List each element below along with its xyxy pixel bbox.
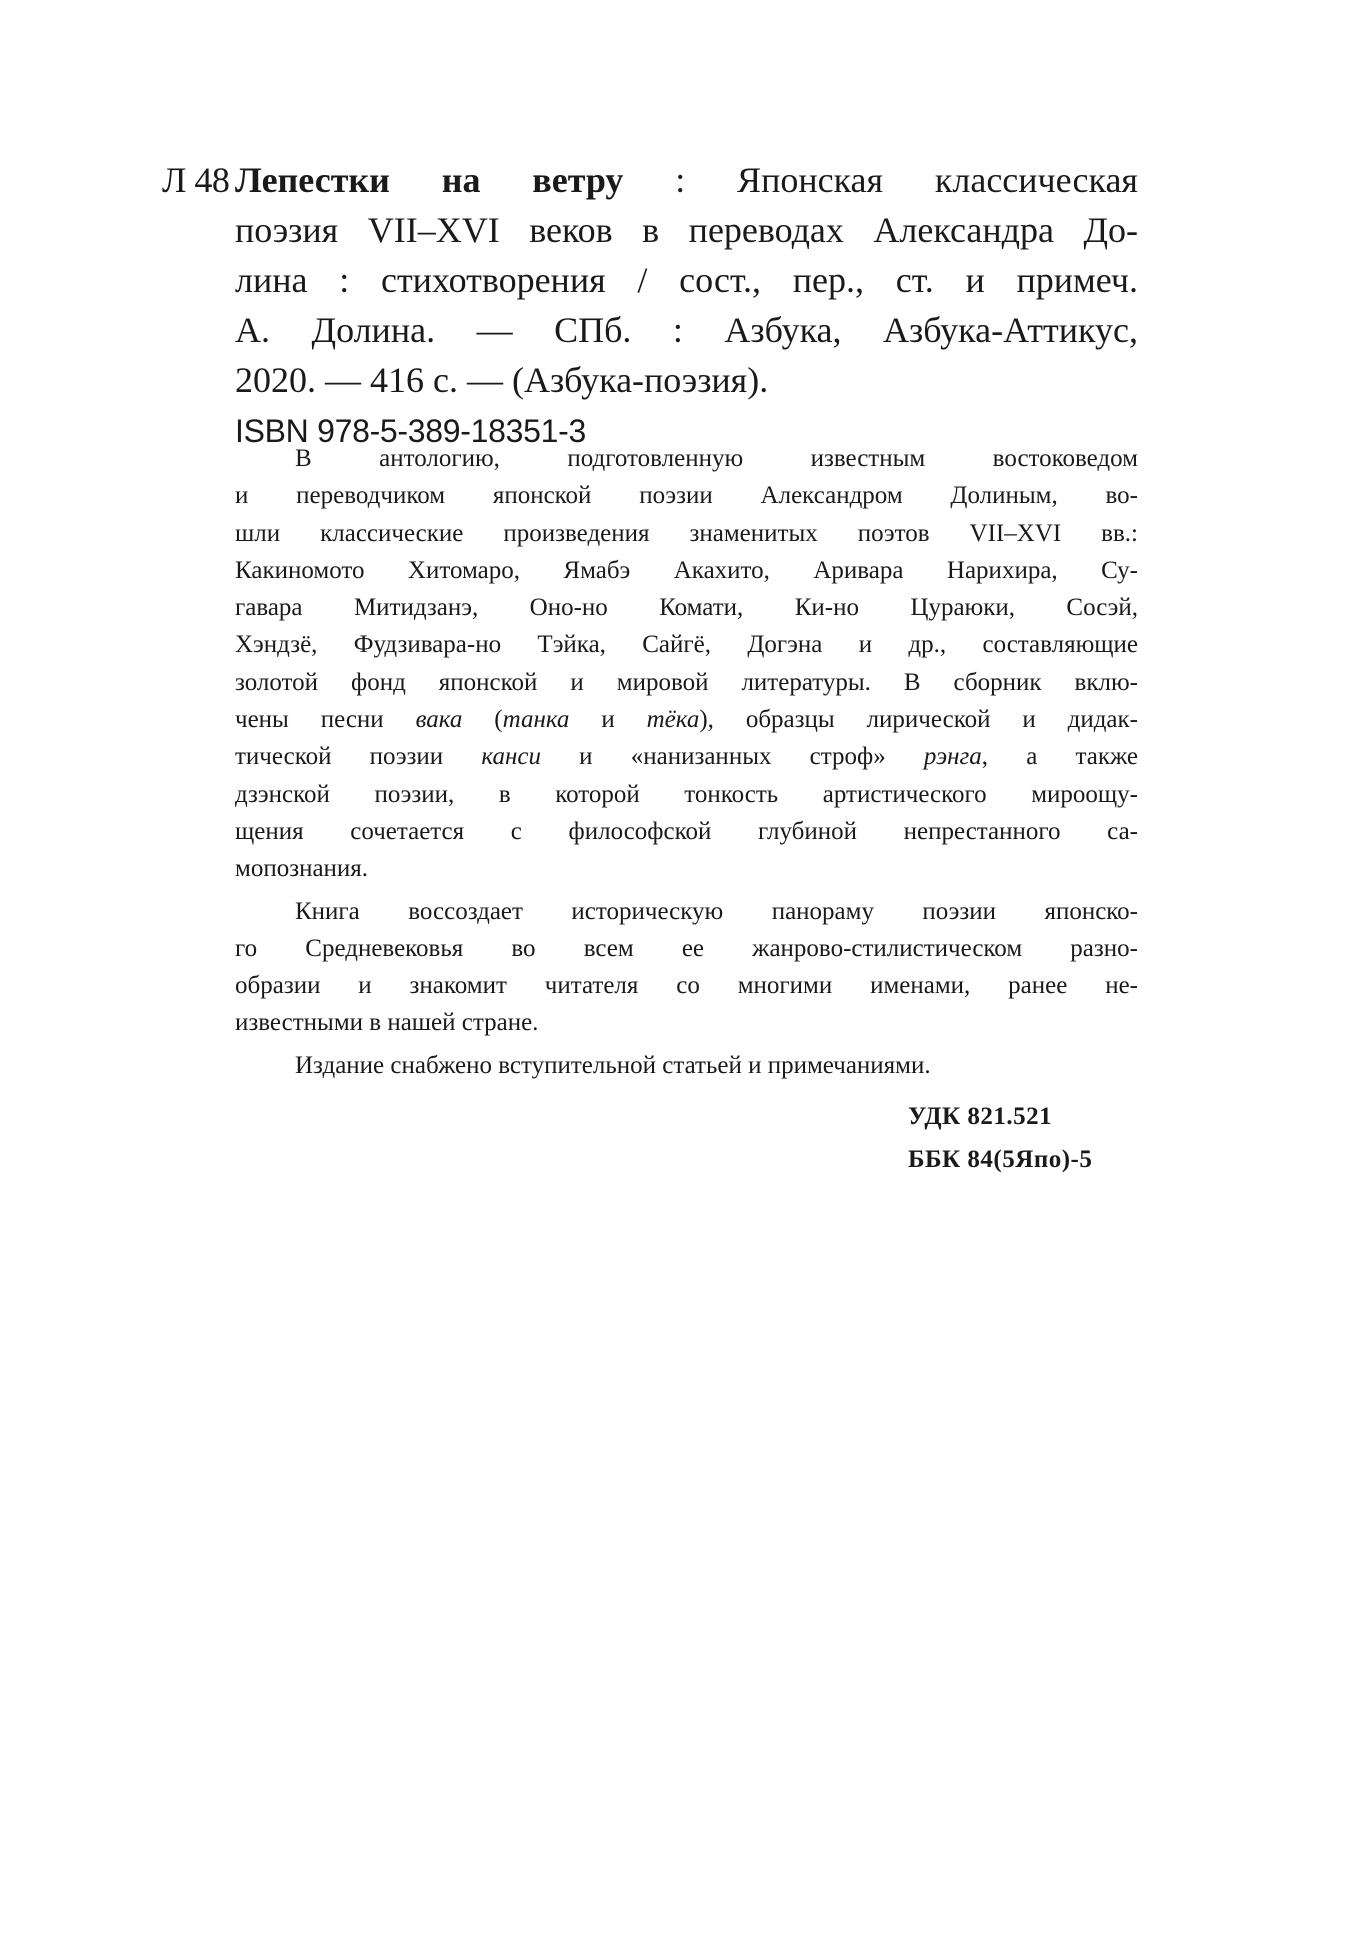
text-line: Какиномото Хитомаро, Ямабэ Акахито, Аривара Нарихира, Су- (235, 556, 1138, 584)
bib-line-5: 2020. — 416 с. — (Азбука-поэзия). (235, 360, 769, 400)
genre-term-renga: рэнга (923, 743, 982, 771)
text-line: известными в нашей стране. (235, 1009, 539, 1037)
classification-codes (908, 1095, 1092, 1181)
bibliographic-entry (235, 155, 1138, 453)
bib-line-1 (235, 155, 1138, 205)
text-fragment: и «нанизанных строф» (540, 743, 924, 771)
text-line: щения сочетается с философской глубиной непрестанного са- (235, 817, 1138, 845)
text-line: гавара Митидзанэ, Оно-но Комати, Ки-но Цураюки, Сосэй, (235, 594, 1138, 622)
bib-line-3: лина : стихотворения / сост., пер., ст. и примеч. (235, 260, 1138, 300)
genre-term-vaka: вака (415, 706, 463, 734)
genre-term-tanka: танка (502, 706, 570, 734)
text-line: Издание снабжено вступительной статьей и примечаниями. (295, 1051, 931, 1079)
bib-line-2: поэзия VII–XVI веков в переводах Александра До- (235, 210, 1138, 250)
text-fragment: , а также (981, 743, 1139, 771)
text-line: мопознания. (235, 855, 369, 883)
annotation (235, 440, 1138, 1084)
text-line: Хэндзё, Фудзивара-но Тэйка, Сайгё, Догэна и др., составляющие (235, 631, 1138, 659)
text-line: образии и знакомит читателя со многими именами, ранее не- (235, 972, 1138, 1000)
genre-term-kansi: канси (481, 743, 541, 771)
text-fragment: ), образцы лирической и дидак- (699, 706, 1139, 734)
text-line: золотой фонд японской и мировой литературы. В сборник вклю- (235, 668, 1138, 696)
text-line: Книга воссоздает историческую панораму поэзии японско- (295, 897, 1138, 925)
isbn: ISBN 978-5-389-18351-3 (235, 413, 586, 449)
text-line: го Средневековья во всем ее жанрово-стилистическом разно- (235, 934, 1138, 962)
annotation-paragraph-3 (235, 1047, 1138, 1084)
author-sign-code: Л 48 (162, 160, 230, 200)
annotation-paragraph-1 (235, 440, 1138, 888)
text-fragment: тической поэзии (235, 743, 482, 771)
annotation-paragraph-2 (235, 893, 1138, 1042)
bbk-code: ББК 84(5Япо)-5 (908, 1146, 1093, 1173)
text-fragment: и (569, 706, 647, 734)
text-line: дзэнской поэзии, в которой тонкость артистического мироощу- (235, 780, 1138, 808)
bib-line-1-rest: : Японская классическая (623, 160, 1138, 200)
text-line: и переводчиком японской поэзии Александром Долиным, во- (235, 482, 1138, 510)
udk-code: УДК 821.521 (908, 1103, 1053, 1130)
text-line: шли классические произведения знаменитых поэтов VII–XVI вв.: (235, 519, 1138, 547)
genre-term-tyoka: тёка (646, 706, 700, 734)
text-line (235, 701, 1138, 738)
text-fragment: чены песни (235, 706, 416, 734)
bib-line-4: А. Долина. — СПб. : Азбука, Азбука-Аттикус, (235, 310, 1138, 350)
text-fragment: ( (462, 706, 503, 734)
text-line: В антологию, подготовленную известным востоковедом (295, 445, 1138, 472)
book-title: Лепестки на ветру (235, 160, 624, 200)
text-line (235, 738, 1138, 775)
